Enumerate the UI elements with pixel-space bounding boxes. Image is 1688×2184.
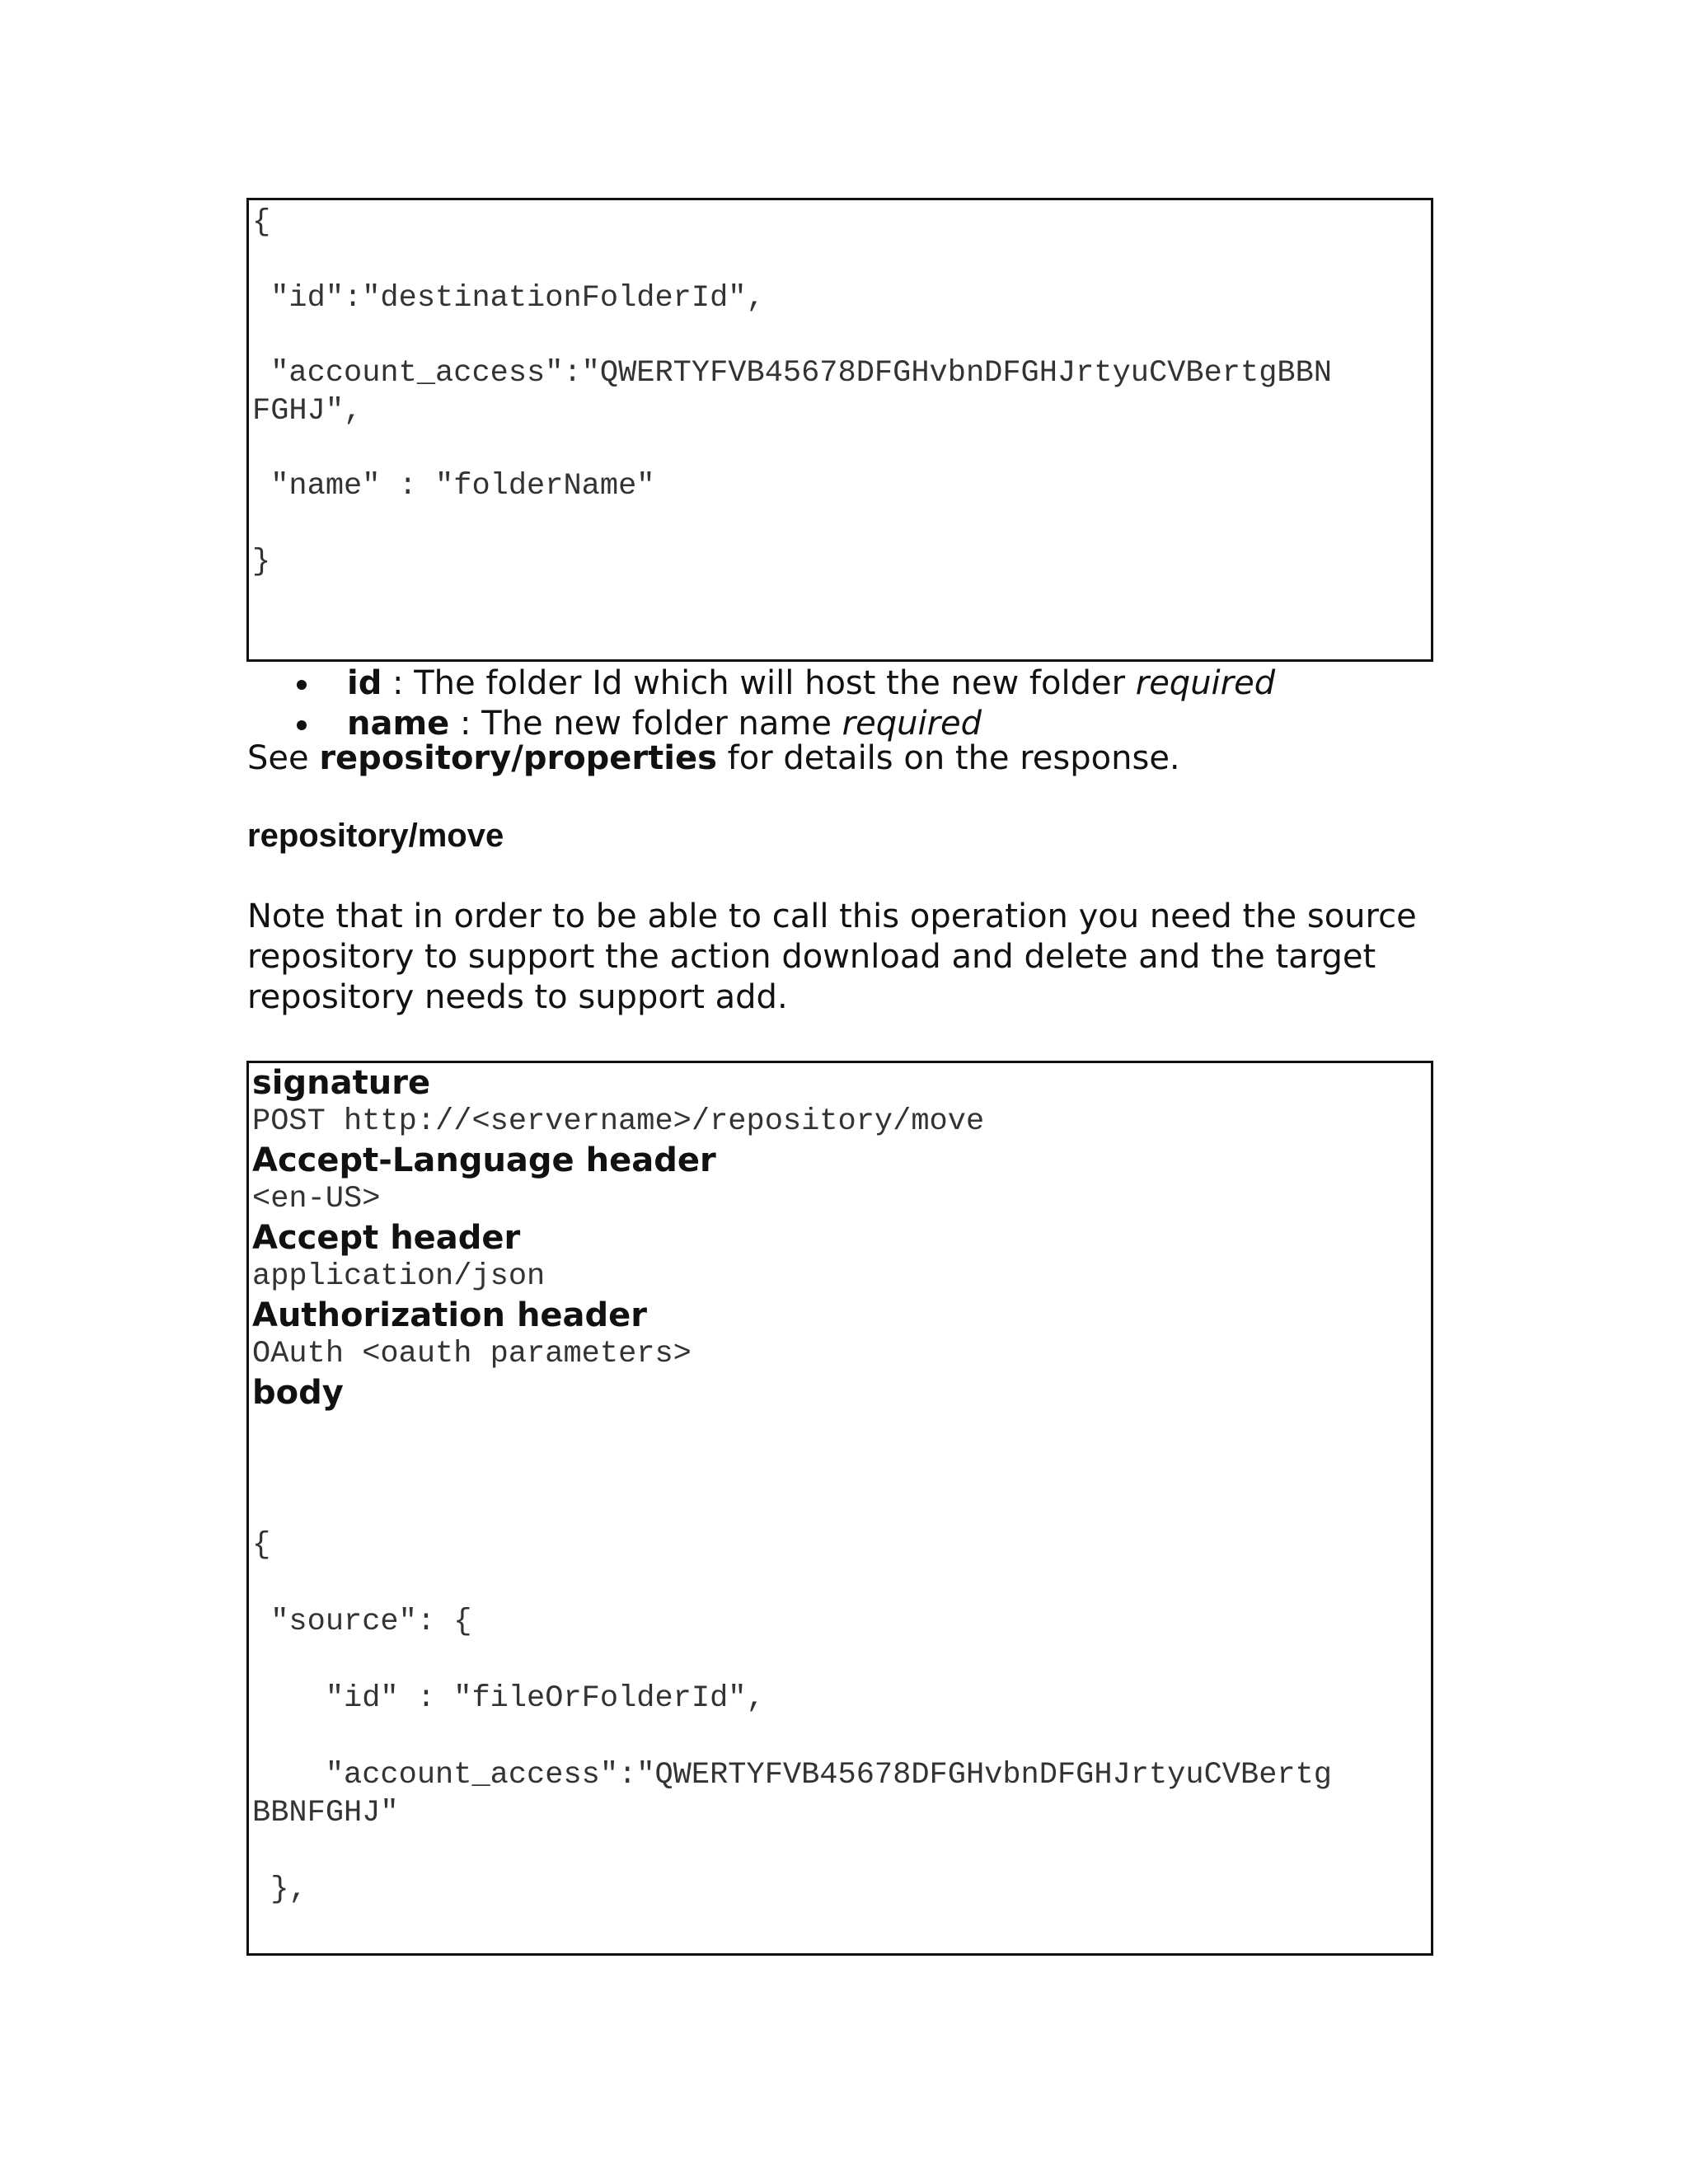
code-line: "id" : "fileOrFolderId", [252,1681,765,1716]
code-line: "source": { [252,1605,472,1639]
see-reference: repository/properties [319,739,717,777]
authorization-label: Authorization header [252,1296,648,1334]
accept-language-label: Accept-Language header [252,1141,716,1179]
bullet-icon [297,720,307,730]
param-description: : The folder Id which will host the new folder [382,664,1136,702]
signature-label: signature [252,1064,431,1102]
code-line: }, [252,1872,307,1907]
authorization-value: OAuth <oauth parameters> [252,1337,692,1371]
code-block-create-folder-body [246,198,1433,662]
see-suffix: for details on the response. [716,739,1180,777]
code-line: "name" : "folderName" [252,469,655,504]
param-required-flag: required [842,705,982,743]
param-required-flag: required [1135,664,1276,702]
code-block-move-request [246,1061,1433,1956]
note-line: repository to support the action download and delete and the target [247,938,1376,976]
code-line: { [252,1528,271,1563]
body-label: body [252,1374,344,1412]
section-heading: repository/move [247,818,504,854]
see-also-line [247,738,1180,779]
parameter-list [297,663,1275,744]
code-line: BBNFGHJ" [252,1796,399,1830]
param-name: id [347,664,382,702]
note-line: repository needs to support add. [247,978,788,1016]
accept-label: Accept header [252,1219,521,1257]
code-line: "account_access":"QWERTYFVB45678DFGHvbnDFGHJrtyuCVBertg [252,1758,1333,1793]
param-name: name [347,705,450,743]
list-item [297,663,1275,704]
accept-language-value: <en-US> [252,1182,381,1216]
param-description: : The new folder name [449,705,842,743]
code-line: "id":"destinationFolderId", [252,281,765,316]
code-line: } [252,545,271,579]
see-prefix: See [247,739,320,777]
code-line: { [252,205,271,240]
code-line: FGHJ", [252,394,363,429]
note-line: Note that in order to be able to call this operation you need the source [247,898,1417,935]
code-line: "account_access":"QWERTYFVB45678DFGHvbnDFGHJrtyuCVBertgBBN [252,356,1333,391]
bullet-icon [297,680,307,690]
accept-value: application/json [252,1259,546,1294]
signature-value: POST http://<servername>/repository/move [252,1104,985,1139]
